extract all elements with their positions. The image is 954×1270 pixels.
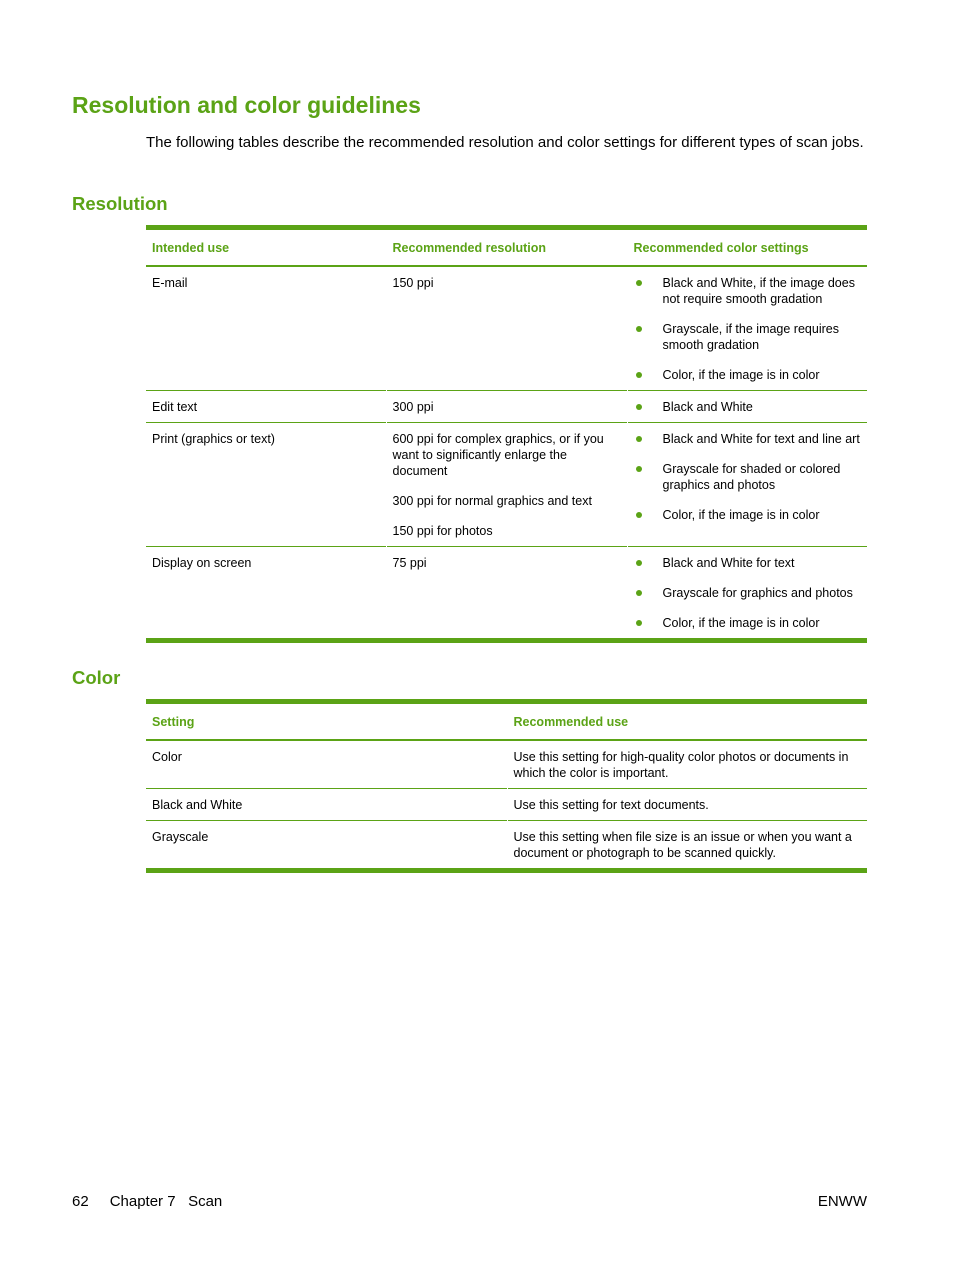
setting-cell: Black and White <box>152 798 243 812</box>
table-row <box>146 391 867 423</box>
list-item-text: Grayscale for shaded or colored graphics and photos <box>662 462 841 492</box>
color-heading: Color <box>72 667 121 688</box>
bullet-icon <box>636 590 642 596</box>
list-item-text: Color, if the image is in color <box>662 368 820 382</box>
color-settings-cell <box>627 266 867 391</box>
setting-cell: Grayscale <box>152 830 209 844</box>
list-item-text: Color, if the image is in color <box>662 508 820 522</box>
intended-use-cell: Display on screen <box>152 556 252 570</box>
recommended-use-cell: Use this setting for high-quality color photos or documents in which the color is important. <box>507 740 867 789</box>
bullet-icon <box>636 280 642 286</box>
list-item-text: Black and White, if the image does not require smooth gradation <box>662 276 855 306</box>
table-row <box>146 740 867 789</box>
bullet-icon <box>636 436 642 442</box>
column-header-setting: Setting <box>152 715 195 729</box>
column-header-recommended-resolution: Recommended resolution <box>386 228 627 267</box>
bullet-icon <box>636 620 642 626</box>
bullet-icon <box>636 560 642 566</box>
resolution-text: 300 ppi <box>392 400 434 414</box>
bullet-icon <box>636 512 642 518</box>
resolution-cell <box>386 391 627 423</box>
resolution-text: 75 ppi <box>392 556 427 570</box>
list-item <box>634 321 862 353</box>
table-row <box>146 266 867 391</box>
color-settings-cell <box>627 547 867 641</box>
resolution-text: 150 ppi for photos <box>392 524 493 538</box>
resolution-cell <box>386 266 627 391</box>
resolution-text: 600 ppi for complex graphics, or if you want to significantly enlarge the document <box>392 432 604 478</box>
list-item <box>634 555 862 571</box>
footer-right: ENWW <box>817 1193 867 1210</box>
list-item-text: Black and White for text <box>662 556 795 570</box>
recommended-use-cell: Use this setting for text documents. <box>507 789 867 821</box>
color-settings-cell <box>627 391 867 423</box>
resolution-cell <box>386 547 627 641</box>
column-header-intended-use: Intended use <box>152 241 230 255</box>
bullet-icon <box>636 404 642 410</box>
intended-use-cell: Edit text <box>152 400 198 414</box>
intro-paragraph: The following tables describe the recommended resolution and color settings for different types of scan jobs. <box>146 134 864 151</box>
list-item-text: Black and White <box>662 400 753 414</box>
intended-use-cell: Print (graphics or text) <box>152 432 275 446</box>
page-number: 62 <box>72 1193 89 1210</box>
resolution-text: 300 ppi for normal graphics and text <box>392 494 592 508</box>
list-item-text: Black and White for text and line art <box>662 432 860 446</box>
list-item <box>634 367 862 383</box>
table-row <box>146 821 867 871</box>
color-table <box>146 699 867 873</box>
resolution-text: 150 ppi <box>392 276 434 290</box>
table-row <box>146 789 867 821</box>
bullet-icon <box>636 466 642 472</box>
resolution-heading: Resolution <box>72 193 168 214</box>
list-item <box>634 275 862 307</box>
page-title: Resolution and color guidelines <box>72 92 421 118</box>
chapter-label: Chapter 7 Scan <box>109 1193 223 1210</box>
list-item <box>634 431 862 447</box>
list-item-text: Color, if the image is in color <box>662 616 820 630</box>
list-item <box>634 615 862 631</box>
column-header-recommended-color-settings: Recommended color settings <box>627 228 867 267</box>
column-header-recommended-use: Recommended use <box>507 702 867 741</box>
setting-cell: Color <box>152 750 182 764</box>
bullet-icon <box>636 372 642 378</box>
resolution-cell <box>386 423 627 547</box>
resolution-table <box>146 225 867 643</box>
table-row <box>146 423 867 547</box>
intended-use-cell: E-mail <box>152 276 188 290</box>
table-row <box>146 547 867 641</box>
list-item <box>634 585 862 601</box>
bullet-icon <box>636 326 642 332</box>
list-item <box>634 399 862 415</box>
recommended-use-cell: Use this setting when file size is an issue or when you want a document or photograph to be scanned quickly. <box>507 821 867 871</box>
color-table-header-row <box>146 702 867 741</box>
footer-left <box>72 1193 222 1210</box>
color-settings-cell <box>627 423 867 547</box>
list-item-text: Grayscale for graphics and photos <box>662 586 853 600</box>
list-item <box>634 507 862 523</box>
resolution-table-header-row <box>146 228 867 267</box>
list-item-text: Grayscale, if the image requires smooth gradation <box>662 322 839 352</box>
list-item <box>634 461 862 493</box>
